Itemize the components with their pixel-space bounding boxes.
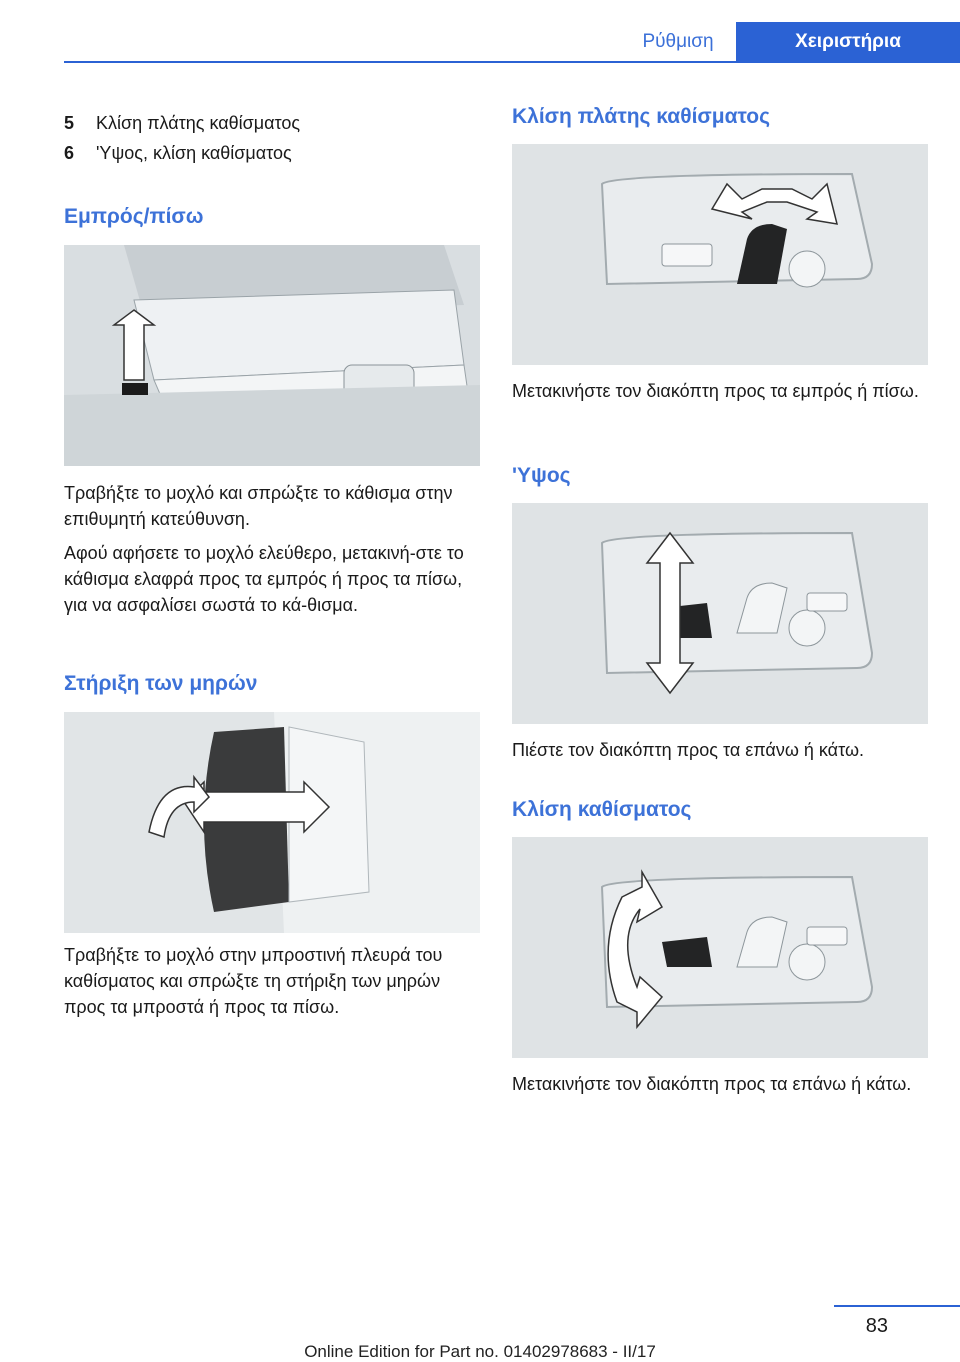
figure-backrest-tilt	[512, 144, 928, 365]
left-text-block-2	[64, 942, 480, 1028]
paragraph: Τραβήξτε το μοχλό και σπρώξτε το κάθισμα στην επιθυμητή κατεύθυνση.	[64, 483, 453, 529]
figure-seat-forward-back	[64, 245, 480, 466]
paragraph: Αφού αφήσετε το μοχλό ελεύθερο, μετακινή‐στε το κάθισμα ελαφρά προς τα εμπρός ή προς τα πίσω, για να ασφαλίσει σωστά το κά‐θισμα.	[64, 543, 464, 615]
header-tab-manual[interactable]: Χειριστήρια	[736, 22, 960, 62]
list-number: 5	[64, 113, 75, 133]
list-text: 'Υψος, κλίση καθίσματος	[96, 143, 292, 163]
heading-backrest-tilt: Κλίση πλάτης καθίσματος	[512, 105, 771, 128]
switch-illustration-1	[512, 144, 928, 365]
list-item	[64, 108, 480, 138]
heading-height: 'Υψος	[512, 464, 571, 487]
page-number: 83	[865, 1315, 888, 1337]
list-text: Κλίση πλάτης καθίσματος	[96, 113, 301, 133]
paragraph: Μετακινήστε τον διακόπτη προς τα επάνω ή κάτω.	[512, 1074, 912, 1094]
footer-edition: Online Edition for Part no. 01402978683 - II/17	[304, 1342, 656, 1361]
switch-illustration-2	[512, 503, 928, 724]
heading-thigh-support: Στήριξη των μηρών	[64, 672, 258, 695]
list-item	[64, 138, 480, 168]
switch-illustration-3	[512, 837, 928, 1058]
left-column	[64, 108, 480, 168]
header-tab-section[interactable]: Ρύθμιση	[642, 31, 714, 52]
right-text-block-3	[512, 1071, 928, 1105]
seat-illustration-1	[64, 245, 480, 466]
paragraph: Τραβήξτε το μοχλό στην μπροστινή πλευρά του καθίσματος και σπρώξτε τη στήριξη των μηρών προς τα μπροστά ή προς τα πίσω.	[64, 945, 443, 1017]
heading-forward-back: Εμπρός/πίσω	[64, 205, 204, 228]
right-text-block-1	[512, 378, 928, 412]
list-number: 6	[64, 143, 75, 163]
seat-illustration-2	[64, 712, 480, 933]
page-number-divider	[834, 1305, 960, 1307]
figure-height	[512, 503, 928, 724]
right-text-block-2	[512, 737, 928, 771]
paragraph: Μετακινήστε τον διακόπτη προς τα εμπρός ή πίσω.	[512, 381, 919, 401]
heading-seat-tilt: Κλίση καθίσματος	[512, 798, 692, 821]
figure-thigh-support	[64, 712, 480, 933]
header-divider	[64, 61, 960, 63]
paragraph: Πιέστε τον διακόπτη προς τα επάνω ή κάτω.	[512, 740, 865, 760]
figure-seat-tilt	[512, 837, 928, 1058]
left-text-block-1	[64, 480, 480, 626]
